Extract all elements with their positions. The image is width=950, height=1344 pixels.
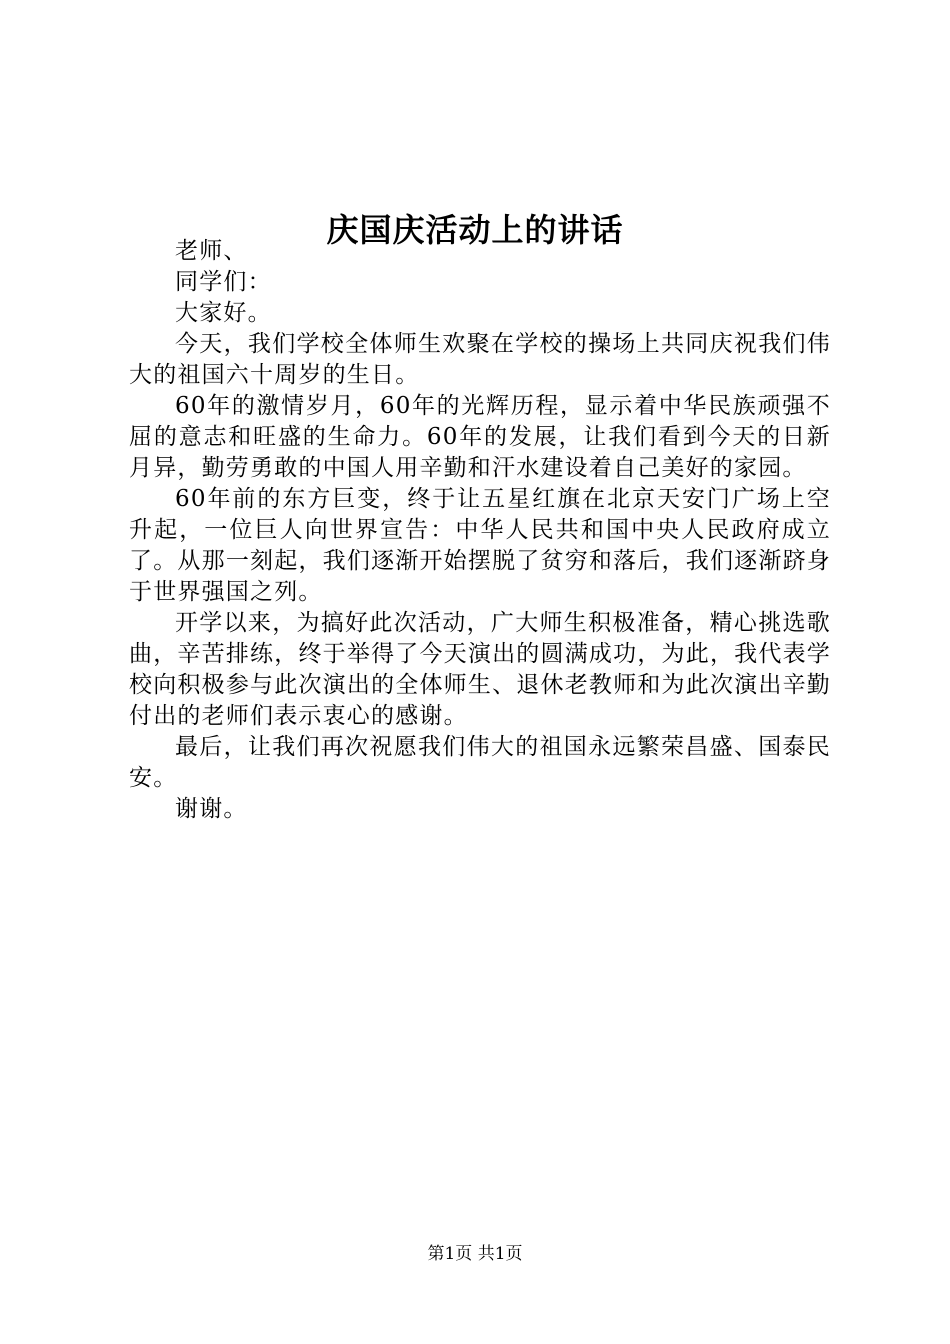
greeting: 大家好。 xyxy=(175,300,272,326)
closing: 谢谢。 xyxy=(175,796,248,822)
salutation-teachers: 老师、 xyxy=(175,238,248,264)
paragraph-4: 开学以来，为搞好此次活动，广大师生积极准备，精心挑选歌曲，辛苦排练，终于举得了今天演出的圆满成功，为此，我代表学校向积极参与此次演出的全体师生、退休老教师和为此次演出辛勤付出的老师们表示衷心的感谢。 xyxy=(129,610,831,729)
paragraph-1: 今天，我们学校全体师生欢聚在学校的操场上共同庆祝我们伟大的祖国六十周岁的生日。 xyxy=(129,331,831,388)
page-footer: 第1页 共1页 xyxy=(427,1244,523,1264)
paragraph-3: 60年前的东方巨变，终于让五星红旗在北京天安门广场上空升起，一位巨人向世界宣告：中华人民共和国中央人民政府成立了。从那一刻起，我们逐渐开始摆脱了贫穷和落后，我们逐渐跻身于世界强国之列。 xyxy=(129,486,831,605)
paragraph-5: 最后，让我们再次祝愿我们伟大的祖国永远繁荣昌盛、国泰民安。 xyxy=(129,734,831,791)
document-title: 庆国庆活动上的讲话 xyxy=(326,211,624,250)
document-body xyxy=(129,236,831,825)
paragraph-2: 60年的激情岁月，60年的光辉历程，显示着中华民族顽强不屈的意志和旺盛的生命力。60年的发展，让我们看到今天的日新月异，勤劳勇敢的中国人用辛勤和汗水建设着自己美好的家园。 xyxy=(129,393,831,481)
salutation-students: 同学们： xyxy=(175,269,272,295)
